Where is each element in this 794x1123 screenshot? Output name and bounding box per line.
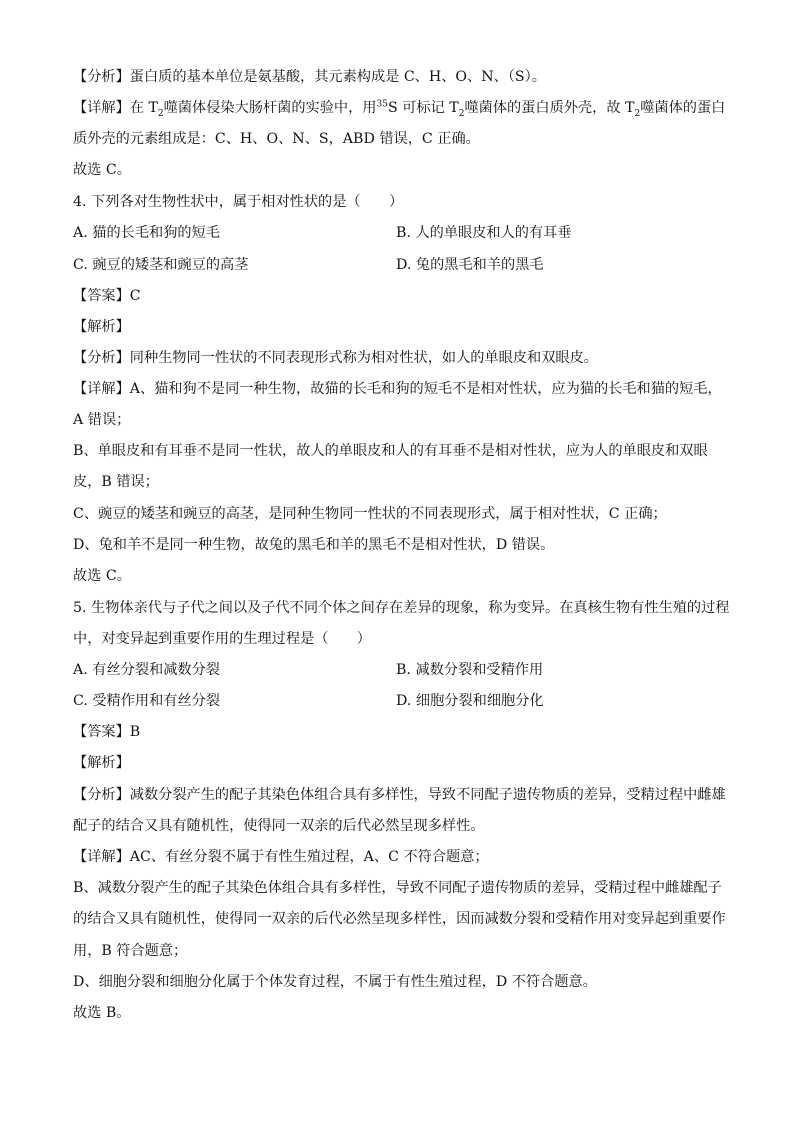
- question-5-stem-1: 5. 生物体亲代与子代之间以及子代不同个体之间存在差异的现象，称为变异。在真核生物有性生殖的过程: [73, 600, 730, 616]
- q5-analysis-2: 配子的结合又具有随机性，使得同一双亲的后代必然呈现多样性。: [73, 818, 485, 834]
- q5-option-a: A. 有丝分裂和减数分裂: [73, 662, 220, 678]
- q4-option-d: D. 兔的黑毛和羊的黑毛: [396, 257, 544, 273]
- q4-detail-3: B、单眼皮和有耳垂不是同一性状，故人的单眼皮和人的有耳垂不是相对性状，应为人的单眼皮和双眼: [73, 443, 708, 459]
- question-5-stem-2: 中，对变异起到重要作用的生理过程是（ ）: [73, 631, 371, 647]
- q5-answer: 【答案】B: [73, 724, 141, 740]
- q4-detail-2: A 错误；: [73, 412, 131, 428]
- q4-analysis: 【分析】同种生物同一性状的不同表现形式称为相对性状，如人的单眼皮和双眼皮。: [73, 350, 598, 366]
- q5-selection: 故选 B。: [73, 1005, 131, 1021]
- q4-detail-1: 【详解】A、猫和狗不是同一种生物，故猫的长毛和狗的短毛不是相对性状，应为猫的长毛和猫的短毛，: [73, 381, 722, 397]
- q4-detail-4: 皮，B 错误；: [73, 474, 159, 490]
- q4-option-b: B. 人的单眼皮和人的有耳垂: [396, 225, 572, 241]
- q4-option-a: A. 猫的长毛和狗的短毛: [73, 225, 220, 241]
- q5-detail-3: 的结合又具有随机性，使得同一双亲的后代必然呈现多样性，因而减数分裂和受精作用对变异起到重要作: [73, 911, 726, 927]
- subscript-2: 2: [458, 108, 465, 119]
- subscript-3: 2: [634, 108, 641, 119]
- q5-option-d: D. 细胞分裂和细胞分化: [396, 693, 544, 709]
- q5-option-b: B. 减数分裂和受精作用: [396, 662, 544, 678]
- detail-line-cont: 质外壳的元素组成是：C、H、O、N、S，ABD 错误，C 正确。: [73, 131, 480, 147]
- q5-detail-1: 【详解】AC、有丝分裂不属于有性生殖过程，A、C 不符合题意；: [73, 849, 489, 865]
- q5-detail-4: 用，B 符合题意；: [73, 943, 188, 959]
- q4-detail-5: C、豌豆的矮茎和豌豆的高茎，是同种生物同一性状的不同表现形式，属于相对性状，C 正确；: [73, 506, 667, 522]
- selection-line: 故选 C。: [73, 162, 131, 178]
- detail-text-3: S 可标记 T: [387, 100, 459, 116]
- superscript: 35: [376, 99, 388, 110]
- q4-selection: 故选 C。: [73, 568, 131, 584]
- q4-detail-6: D、兔和羊不是同一种生物，故兔的黑毛和羊的黑毛不是相对性状，D 错误。: [73, 537, 555, 553]
- analysis-line: 【分析】蛋白质的基本单位是氨基酸，其元素构成是 C、H、O、N、（S）。: [73, 69, 546, 85]
- q5-option-c: C. 受精作用和有丝分裂: [73, 693, 221, 709]
- detail-text-2: 噬菌体侵染大肠杆菌的实验中，用: [163, 100, 377, 116]
- q5-analysis-1: 【分析】减数分裂产生的配子其染色体组合具有多样性，导致不同配子遗传物质的差异，受精过程中雌雄: [73, 787, 726, 803]
- detail-text-5: 噬菌体的蛋白: [640, 100, 726, 116]
- detail-text-1: 【详解】在 T: [73, 100, 158, 116]
- q5-detail-2: B、减数分裂产生的配子其染色体组合具有多样性，导致不同配子遗传物质的差异，受精过程中雌雄配子: [73, 880, 722, 896]
- q4-explanation-header: 【解析】: [73, 319, 130, 335]
- q4-option-c: C. 豌豆的矮茎和豌豆的高茎: [73, 257, 249, 273]
- q5-detail-5: D、细胞分裂和细胞分化属于个体发育过程，不属于有性生殖过程，D 不符合题意。: [73, 974, 597, 990]
- detail-text-4: 噬菌体的蛋白质外壳，故 T: [464, 100, 635, 116]
- q4-answer: 【答案】C: [73, 288, 141, 304]
- question-4-stem: 4. 下列各对生物性状中，属于相对性状的是（ ）: [73, 194, 404, 210]
- detail-line: [73, 98, 725, 118]
- q5-explanation-header: 【解析】: [73, 755, 130, 771]
- subscript-1: 2: [157, 108, 164, 119]
